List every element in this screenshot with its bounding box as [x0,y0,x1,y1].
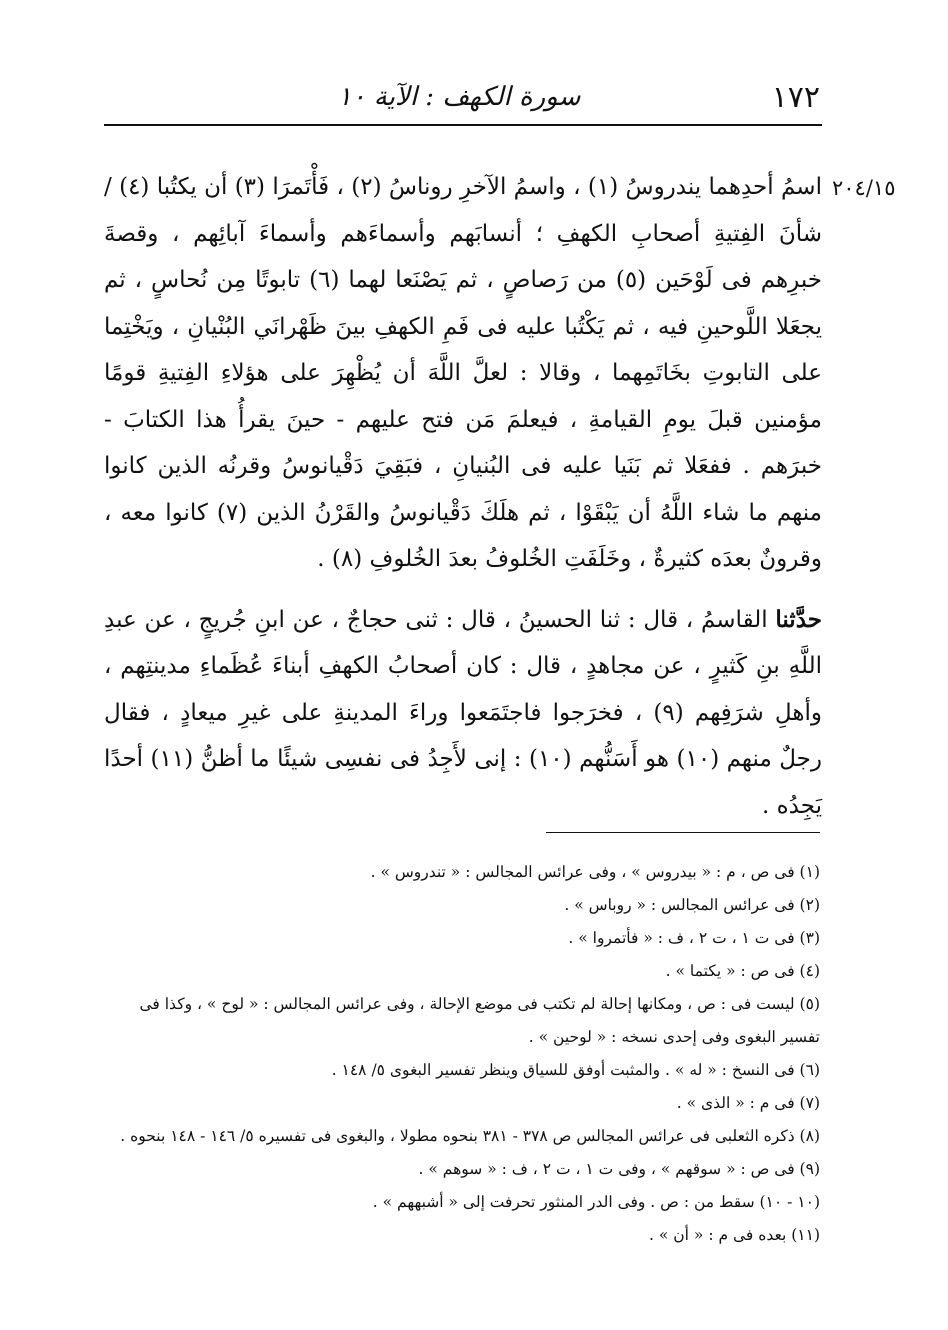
running-title: سورة الكهف : الآية ١٠ [337,82,581,112]
paragraph-2-body: القاسمُ ، قال : ثنا الحسينُ ، قال : ثنى حجاجٌ ، عن ابنِ جُريجٍ ، عن عبدِ اللَّهِ بنِ كَثيرٍ ، عن مجاهدٍ ، قال : كان أصحابُ الكهفِ أبناءَ عُظَماءِ مدينتِهم ، وأهلِ شرَفِهم (٩) ، فخرَجوا فاجتَمَعوا وراءَ المدينةِ على غيرِ ميعادٍ ، فقال رجلٌ منهم (١٠) هو أَسَنُّهم (١٠) : إنى لأَجِدُ فى نفسِى شيئًا ما أظنُّ (١١) أحدًا يَجِدُه . [104,606,822,819]
footnote-3: (٣) فى ت ١ ، ت ٢ ، ف : « فأتمروا » . [568,929,820,947]
footnote-1: (١) فى ص ، م : « بيدروس » ، وفى عرائس المجالس : « تندروس » . [370,863,820,881]
page-number: ١٧٢ [771,80,820,115]
footnote-8: (٨) ذكره الثعلبى فى عرائس المجالس ص ٣٧٨ - ٣٨١ بنحوه مطولا ، والبغوى فى تفسيره ٥/ ١٤٦ - ١٤٨ بنحوه . [120,1127,820,1145]
footnotes [98,856,820,1252]
page-header [108,78,820,118]
margin-reference: ٢٠٤/١٥ [832,176,896,200]
footnote-10: (١٠ - ١٠) سقط من : ص . وفى الدر المنثور تحرفت إلى « أشبههم » . [372,1193,820,1211]
footnote-11: (١١) بعده فى م : « أن » . [649,1226,820,1244]
footnote-9: (٩) فى ص : « سوقهم » ، وفى ت ١ ، ت ٢ ، ف : « سوهم » . [418,1160,820,1178]
footnote-6: (٦) فى النسخ : « له » . والمثبت أوفق للسياق وينظر تفسير البغوى ٥/ ١٤٨ . [331,1061,820,1079]
paragraph-1: اسمُ أحدِهما يندروسُ (١) ، واسمُ الآخرِ روناسُ (٢) ، فَأْتَمرَا (٣) أن يكتُبا (٤) / شأنَ الفِتيةِ أصحابِ الكهفِ ؛ أنسابَهم وأسماءَهم وأسماءَ آبائِهم ، وقصةَ خبرِهم فى لَوْحَين (٥) من رَصاصٍ ، ثم يَصْنَعا لهما (٦) تابوتًا مِن نُحاسٍ ، ثم يجعَلا اللَّوحينِ فيه ، ثم يَكْتُبا عليه فى فَمِ الكهفِ بينَ ظَهْرانَي البُنْيانِ ، ويَخْتِما على التابوتِ بخَاتَمِهما ، وقالا : لعلَّ اللَّهَ أن يُظْهِرَ على هؤلاءِ الفِتيةِ قومًا مؤمنين قبلَ يومِ القيامةِ ، فيعلمَ مَن فتح عليهم - حينَ يقرأُ هذا الكتابَ - خبرَهم . ففعَلا ثم بَنَيا عليه فى البُنيانِ ، فبَقِيَ دَقْيانوسُ وقرنُه الذين كانوا منهم ما شاء اللَّهُ أن يَبْقَوْا ، ثم هلَكَ دَقْيانوسُ والقَرْنُ الذين (٧) كانوا معه ، وقرونٌ بعدَه كثيرةٌ ، وخَلَفَتِ الخُلوفُ بعدَ الخُلوفِ (٨) . [104,174,823,572]
paragraph-2-lead: حدَّثنا [775,605,822,633]
footnote-7: (٧) فى م : « الذى » . [676,1094,820,1112]
main-text [104,164,822,829]
header-rule [104,124,822,126]
footnote-2: (٢) فى عرائس المجالس : « روباس » . [564,896,820,914]
footnote-5: (٥) ليست فى : ص ، ومكانها إحالة لم تكتب فى موضع الإحالة ، وفى عرائس المجالس : « لوح » ، وكذا فى تفسير البغوى وفى إحدى نسخه : « لوحين » . [139,995,820,1046]
footnote-4: (٤) فى ص : « يكتما » . [665,962,820,980]
paragraph-2 [104,597,822,830]
footnote-separator [546,832,820,833]
